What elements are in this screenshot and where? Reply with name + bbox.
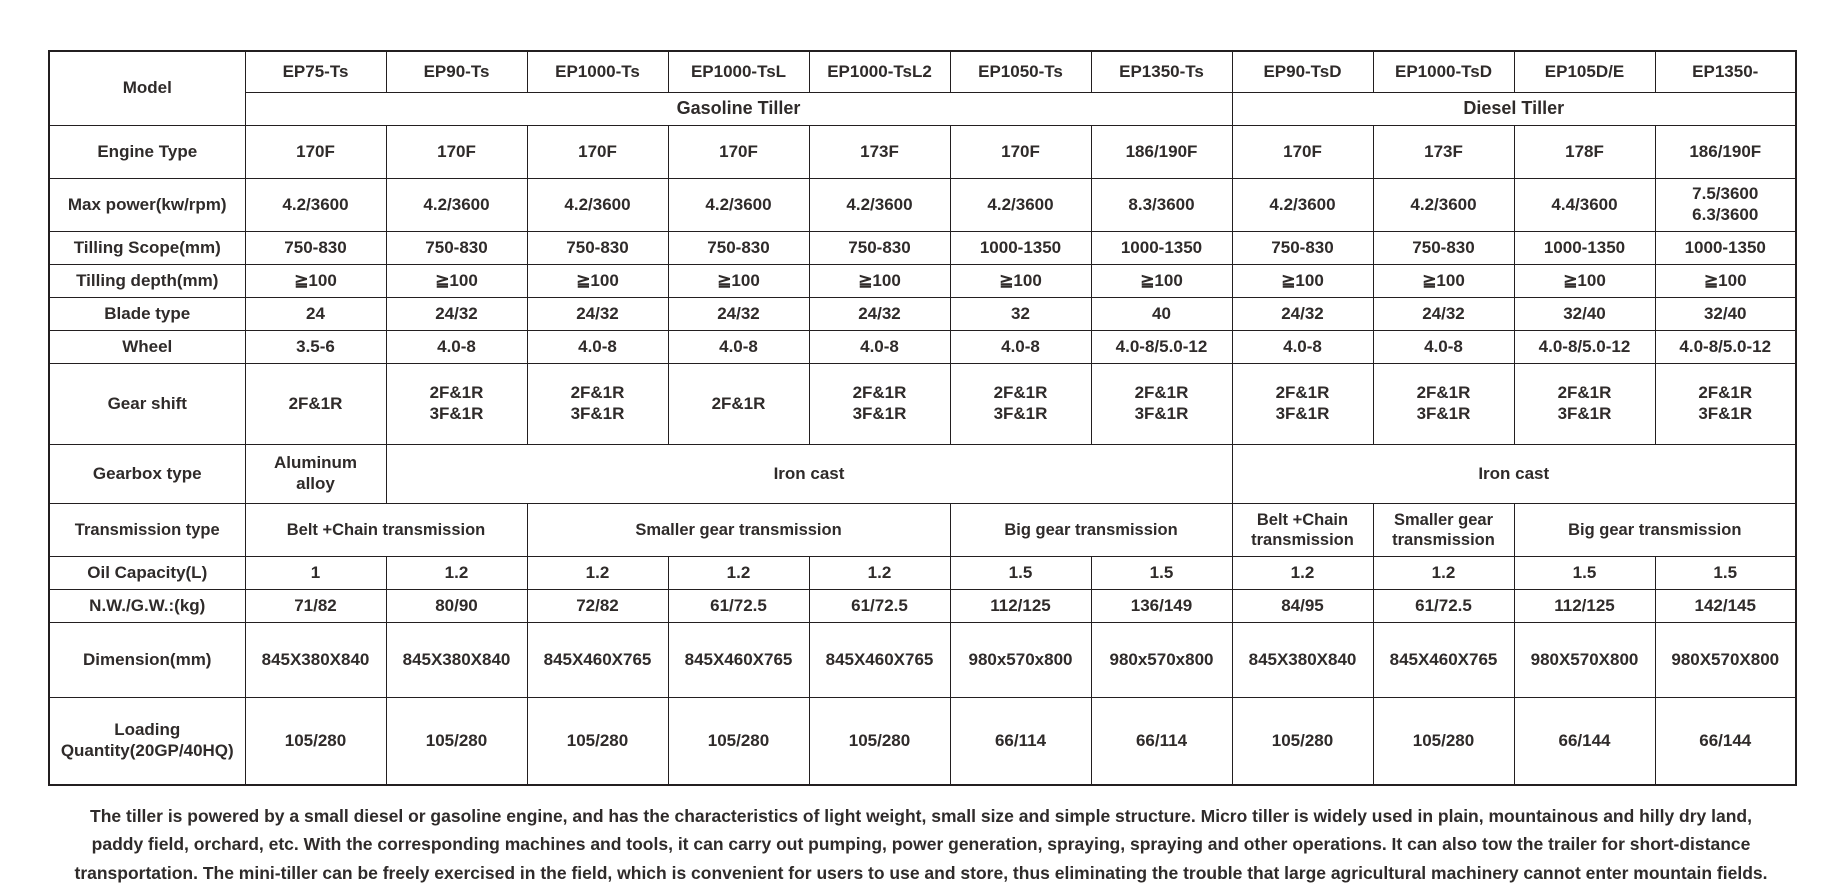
cell-loading-quantity-8: 105/280 bbox=[1373, 698, 1514, 786]
table-row-tilling-depth bbox=[49, 265, 1796, 298]
cell-gear-shift-2-line2: 3F&1R bbox=[570, 404, 625, 423]
cell-loading-quantity-4: 105/280 bbox=[809, 698, 950, 786]
cell-engine-type-1: 170F bbox=[386, 126, 527, 179]
cell-transmission-smaller-gear-diesel bbox=[1373, 504, 1514, 557]
column-header-4: EP1000-TsL2 bbox=[809, 51, 950, 93]
specification-table bbox=[48, 50, 1797, 786]
row-label-oil-capacity: Oil Capacity(L) bbox=[49, 557, 245, 590]
cell-gear-shift-8 bbox=[1373, 364, 1514, 445]
cell-dimension-4: 845X460X765 bbox=[809, 623, 950, 698]
cell-tilling-scope-10: 1000-1350 bbox=[1655, 232, 1796, 265]
cell-engine-type-7: 170F bbox=[1232, 126, 1373, 179]
column-header-10: EP1350- bbox=[1655, 51, 1796, 93]
cell-gear-shift-7-line1: 2F&1R bbox=[1275, 383, 1330, 403]
cell-transmission-big-gear-diesel: Big gear transmission bbox=[1514, 504, 1796, 557]
cell-tilling-depth-3: ≧100 bbox=[668, 265, 809, 298]
cell-blade-type-6: 40 bbox=[1091, 298, 1232, 331]
cell-gear-shift-0-line1: 2F&1R bbox=[288, 393, 343, 413]
row-label-transmission-type: Transmission type bbox=[49, 504, 245, 557]
cell-gear-shift-8-line1: 2F&1R bbox=[1416, 383, 1471, 403]
cell-gearbox-aluminum bbox=[245, 445, 386, 504]
cell-wheel-8: 4.0-8 bbox=[1373, 331, 1514, 364]
table-row-max-power bbox=[49, 179, 1796, 232]
cell-nw-gw-8: 61/72.5 bbox=[1373, 590, 1514, 623]
cell-tilling-depth-2: ≧100 bbox=[527, 265, 668, 298]
table-row-loading-quantity bbox=[49, 698, 1796, 786]
cell-max-power-6: 8.3/3600 bbox=[1091, 179, 1232, 232]
cell-engine-type-8: 173F bbox=[1373, 126, 1514, 179]
cell-max-power-9: 4.4/3600 bbox=[1514, 179, 1655, 232]
cell-dimension-1: 845X380X840 bbox=[386, 623, 527, 698]
cell-blade-type-8: 24/32 bbox=[1373, 298, 1514, 331]
cell-oil-capacity-3: 1.2 bbox=[668, 557, 809, 590]
cell-oil-capacity-8: 1.2 bbox=[1373, 557, 1514, 590]
cell-max-power-10 bbox=[1655, 179, 1796, 232]
cell-loading-quantity-3: 105/280 bbox=[668, 698, 809, 786]
cell-engine-type-4: 173F bbox=[809, 126, 950, 179]
cell-engine-type-6: 186/190F bbox=[1091, 126, 1232, 179]
cell-gear-shift-10-line2: 3F&1R bbox=[1698, 404, 1753, 423]
cell-oil-capacity-5: 1.5 bbox=[950, 557, 1091, 590]
row-label-loading-quantity: Loading Quantity(20GP/40HQ) bbox=[49, 698, 245, 786]
table-row-oil-capacity bbox=[49, 557, 1796, 590]
cell-gear-shift-1-line1: 2F&1R bbox=[429, 383, 484, 403]
cell-nw-gw-2: 72/82 bbox=[527, 590, 668, 623]
row-label-tilling-scope: Tilling Scope(mm) bbox=[49, 232, 245, 265]
column-header-9: EP105D/E bbox=[1514, 51, 1655, 93]
cell-gear-shift-3-line1: 2F&1R bbox=[711, 393, 766, 413]
cell-gearbox-iron-cast-diesel: Iron cast bbox=[1232, 445, 1796, 504]
cell-oil-capacity-6: 1.5 bbox=[1091, 557, 1232, 590]
cell-engine-type-3: 170F bbox=[668, 126, 809, 179]
column-header-8: EP1000-TsD bbox=[1373, 51, 1514, 93]
cell-engine-type-9: 178F bbox=[1514, 126, 1655, 179]
cell-blade-type-1: 24/32 bbox=[386, 298, 527, 331]
cell-transmission-belt-chain-diesel-line1: Belt +Chain bbox=[1256, 510, 1349, 529]
cell-nw-gw-7: 84/95 bbox=[1232, 590, 1373, 623]
cell-loading-quantity-5: 66/114 bbox=[950, 698, 1091, 786]
cell-gear-shift-0 bbox=[245, 364, 386, 445]
cell-oil-capacity-10: 1.5 bbox=[1655, 557, 1796, 590]
table-row-model bbox=[49, 51, 1796, 93]
column-header-0: EP75-Ts bbox=[245, 51, 386, 93]
cell-tilling-scope-0: 750-830 bbox=[245, 232, 386, 265]
cell-blade-type-7: 24/32 bbox=[1232, 298, 1373, 331]
row-label-model: Model bbox=[49, 51, 245, 126]
cell-max-power-8: 4.2/3600 bbox=[1373, 179, 1514, 232]
cell-wheel-0: 3.5-6 bbox=[245, 331, 386, 364]
cell-max-power-10-line2: 6.3/3600 bbox=[1692, 205, 1759, 224]
cell-tilling-depth-6: ≧100 bbox=[1091, 265, 1232, 298]
cell-gear-shift-6-line2: 3F&1R bbox=[1134, 404, 1189, 423]
cell-nw-gw-0: 71/82 bbox=[245, 590, 386, 623]
column-header-5: EP1050-Ts bbox=[950, 51, 1091, 93]
cell-max-power-2: 4.2/3600 bbox=[527, 179, 668, 232]
cell-wheel-5: 4.0-8 bbox=[950, 331, 1091, 364]
column-header-2: EP1000-Ts bbox=[527, 51, 668, 93]
cell-blade-type-4: 24/32 bbox=[809, 298, 950, 331]
table-row-nw-gw bbox=[49, 590, 1796, 623]
cell-dimension-8: 845X460X765 bbox=[1373, 623, 1514, 698]
cell-gear-shift-5-line1: 2F&1R bbox=[993, 383, 1048, 403]
cell-loading-quantity-1: 105/280 bbox=[386, 698, 527, 786]
cell-tilling-scope-5: 1000-1350 bbox=[950, 232, 1091, 265]
cell-dimension-5: 980x570x800 bbox=[950, 623, 1091, 698]
cell-max-power-4: 4.2/3600 bbox=[809, 179, 950, 232]
cell-oil-capacity-1: 1.2 bbox=[386, 557, 527, 590]
row-label-wheel: Wheel bbox=[49, 331, 245, 364]
cell-loading-quantity-10: 66/144 bbox=[1655, 698, 1796, 786]
cell-dimension-3: 845X460X765 bbox=[668, 623, 809, 698]
cell-nw-gw-4: 61/72.5 bbox=[809, 590, 950, 623]
cell-gearbox-aluminum-line2: alloy bbox=[296, 474, 335, 493]
table-row-engine-type bbox=[49, 126, 1796, 179]
cell-engine-type-5: 170F bbox=[950, 126, 1091, 179]
cell-loading-quantity-2: 105/280 bbox=[527, 698, 668, 786]
cell-transmission-belt-chain-diesel-line2: transmission bbox=[1251, 531, 1354, 549]
cell-blade-type-10: 32/40 bbox=[1655, 298, 1796, 331]
cell-dimension-9: 980X570X800 bbox=[1514, 623, 1655, 698]
cell-engine-type-0: 170F bbox=[245, 126, 386, 179]
cell-oil-capacity-9: 1.5 bbox=[1514, 557, 1655, 590]
table-row-fuel-group bbox=[49, 93, 1796, 126]
cell-wheel-2: 4.0-8 bbox=[527, 331, 668, 364]
cell-tilling-scope-3: 750-830 bbox=[668, 232, 809, 265]
cell-loading-quantity-7: 105/280 bbox=[1232, 698, 1373, 786]
row-label-blade-type: Blade type bbox=[49, 298, 245, 331]
row-label-tilling-depth: Tilling depth(mm) bbox=[49, 265, 245, 298]
table-row-transmission-type bbox=[49, 504, 1796, 557]
cell-tilling-depth-5: ≧100 bbox=[950, 265, 1091, 298]
cell-blade-type-2: 24/32 bbox=[527, 298, 668, 331]
cell-transmission-smaller-gear-gasoline: Smaller gear transmission bbox=[527, 504, 950, 557]
cell-tilling-scope-1: 750-830 bbox=[386, 232, 527, 265]
table-row-wheel bbox=[49, 331, 1796, 364]
cell-wheel-9: 4.0-8/5.0-12 bbox=[1514, 331, 1655, 364]
cell-dimension-6: 980x570x800 bbox=[1091, 623, 1232, 698]
cell-transmission-belt-chain-gasoline: Belt +Chain transmission bbox=[245, 504, 527, 557]
cell-nw-gw-5: 112/125 bbox=[950, 590, 1091, 623]
table-row-dimension bbox=[49, 623, 1796, 698]
cell-gear-shift-6 bbox=[1091, 364, 1232, 445]
cell-wheel-1: 4.0-8 bbox=[386, 331, 527, 364]
cell-gear-shift-5-line2: 3F&1R bbox=[993, 404, 1048, 423]
cell-gear-shift-8-line2: 3F&1R bbox=[1416, 404, 1471, 423]
cell-gear-shift-3 bbox=[668, 364, 809, 445]
cell-loading-quantity-9: 66/144 bbox=[1514, 698, 1655, 786]
row-label-max-power: Max power(kw/rpm) bbox=[49, 179, 245, 232]
cell-gear-shift-1 bbox=[386, 364, 527, 445]
cell-tilling-scope-6: 1000-1350 bbox=[1091, 232, 1232, 265]
cell-tilling-depth-0: ≧100 bbox=[245, 265, 386, 298]
cell-tilling-depth-9: ≧100 bbox=[1514, 265, 1655, 298]
cell-wheel-6: 4.0-8/5.0-12 bbox=[1091, 331, 1232, 364]
cell-tilling-scope-8: 750-830 bbox=[1373, 232, 1514, 265]
cell-max-power-1: 4.2/3600 bbox=[386, 179, 527, 232]
row-label-gearbox-type: Gearbox type bbox=[49, 445, 245, 504]
cell-dimension-7: 845X380X840 bbox=[1232, 623, 1373, 698]
cell-gear-shift-10 bbox=[1655, 364, 1796, 445]
cell-oil-capacity-7: 1.2 bbox=[1232, 557, 1373, 590]
cell-gear-shift-9 bbox=[1514, 364, 1655, 445]
cell-blade-type-9: 32/40 bbox=[1514, 298, 1655, 331]
cell-gearbox-iron-cast-gasoline: Iron cast bbox=[386, 445, 1232, 504]
cell-gear-shift-10-line1: 2F&1R bbox=[1698, 383, 1753, 403]
cell-engine-type-10: 186/190F bbox=[1655, 126, 1796, 179]
cell-gear-shift-4-line1: 2F&1R bbox=[852, 383, 907, 403]
cell-max-power-5: 4.2/3600 bbox=[950, 179, 1091, 232]
group-header-diesel: Diesel Tiller bbox=[1232, 93, 1796, 126]
cell-oil-capacity-0: 1 bbox=[245, 557, 386, 590]
cell-tilling-depth-8: ≧100 bbox=[1373, 265, 1514, 298]
cell-oil-capacity-2: 1.2 bbox=[527, 557, 668, 590]
cell-gear-shift-2 bbox=[527, 364, 668, 445]
cell-transmission-big-gear-gasoline: Big gear transmission bbox=[950, 504, 1232, 557]
row-label-nw-gw: N.W./G.W.:(kg) bbox=[49, 590, 245, 623]
table-row-gear-shift bbox=[49, 364, 1796, 445]
table-row-gearbox-type bbox=[49, 445, 1796, 504]
cell-tilling-depth-10: ≧100 bbox=[1655, 265, 1796, 298]
cell-transmission-smaller-gear-diesel-line2: transmission bbox=[1392, 531, 1495, 549]
table-row-tilling-scope bbox=[49, 232, 1796, 265]
cell-gear-shift-5 bbox=[950, 364, 1091, 445]
column-header-6: EP1350-Ts bbox=[1091, 51, 1232, 93]
cell-tilling-scope-9: 1000-1350 bbox=[1514, 232, 1655, 265]
cell-dimension-2: 845X460X765 bbox=[527, 623, 668, 698]
cell-tilling-depth-1: ≧100 bbox=[386, 265, 527, 298]
cell-max-power-0: 4.2/3600 bbox=[245, 179, 386, 232]
cell-blade-type-0: 24 bbox=[245, 298, 386, 331]
row-label-dimension: Dimension(mm) bbox=[49, 623, 245, 698]
cell-wheel-10: 4.0-8/5.0-12 bbox=[1655, 331, 1796, 364]
column-header-1: EP90-Ts bbox=[386, 51, 527, 93]
cell-nw-gw-1: 80/90 bbox=[386, 590, 527, 623]
cell-wheel-3: 4.0-8 bbox=[668, 331, 809, 364]
cell-engine-type-2: 170F bbox=[527, 126, 668, 179]
cell-tilling-depth-7: ≧100 bbox=[1232, 265, 1373, 298]
cell-loading-quantity-0: 105/280 bbox=[245, 698, 386, 786]
group-header-gasoline: Gasoline Tiller bbox=[245, 93, 1232, 126]
cell-max-power-10-line1: 7.5/3600 bbox=[1692, 184, 1759, 204]
cell-tilling-scope-2: 750-830 bbox=[527, 232, 668, 265]
cell-max-power-3: 4.2/3600 bbox=[668, 179, 809, 232]
cell-gear-shift-4-line2: 3F&1R bbox=[852, 404, 907, 423]
cell-loading-quantity-6: 66/114 bbox=[1091, 698, 1232, 786]
cell-gear-shift-4 bbox=[809, 364, 950, 445]
cell-transmission-smaller-gear-diesel-line1: Smaller gear bbox=[1393, 510, 1494, 529]
cell-nw-gw-3: 61/72.5 bbox=[668, 590, 809, 623]
cell-tilling-scope-4: 750-830 bbox=[809, 232, 950, 265]
cell-gear-shift-1-line2: 3F&1R bbox=[429, 404, 484, 423]
column-header-7: EP90-TsD bbox=[1232, 51, 1373, 93]
cell-gear-shift-7-line2: 3F&1R bbox=[1275, 404, 1330, 423]
row-label-engine-type: Engine Type bbox=[49, 126, 245, 179]
column-header-3: EP1000-TsL bbox=[668, 51, 809, 93]
cell-blade-type-5: 32 bbox=[950, 298, 1091, 331]
cell-nw-gw-10: 142/145 bbox=[1655, 590, 1796, 623]
cell-oil-capacity-4: 1.2 bbox=[809, 557, 950, 590]
cell-max-power-7: 4.2/3600 bbox=[1232, 179, 1373, 232]
cell-gear-shift-2-line1: 2F&1R bbox=[570, 383, 625, 403]
cell-nw-gw-6: 136/149 bbox=[1091, 590, 1232, 623]
cell-wheel-7: 4.0-8 bbox=[1232, 331, 1373, 364]
cell-gear-shift-9-line1: 2F&1R bbox=[1557, 383, 1612, 403]
cell-tilling-scope-7: 750-830 bbox=[1232, 232, 1373, 265]
cell-tilling-depth-4: ≧100 bbox=[809, 265, 950, 298]
cell-dimension-10: 980X570X800 bbox=[1655, 623, 1796, 698]
cell-nw-gw-9: 112/125 bbox=[1514, 590, 1655, 623]
table-row-blade-type bbox=[49, 298, 1796, 331]
cell-wheel-4: 4.0-8 bbox=[809, 331, 950, 364]
row-label-gear-shift: Gear shift bbox=[49, 364, 245, 445]
cell-transmission-belt-chain-diesel bbox=[1232, 504, 1373, 557]
cell-gearbox-aluminum-line1: Aluminum bbox=[273, 453, 358, 473]
cell-gear-shift-7 bbox=[1232, 364, 1373, 445]
cell-blade-type-3: 24/32 bbox=[668, 298, 809, 331]
product-description: The tiller is powered by a small diesel or gasoline engine, and has the characteristics of light weight, small size and simple structure. Micro tiller is widely used in plain, mountainous and hilly dry land, paddy field, orchard, etc. With the corresponding machines and tools, it can carry out pumping, power generation, spraying, spraying and other operations. It can also tow the trailer for short-distance transportation. The mini-tiller can be freely exercised in the field, which is convenient for users to use and store, thus eliminating the trouble that large agricultural machinery cannot enter mountain fields. bbox=[74, 806, 1768, 883]
cell-dimension-0: 845X380X840 bbox=[245, 623, 386, 698]
cell-gear-shift-6-line1: 2F&1R bbox=[1134, 383, 1189, 403]
cell-gear-shift-9-line2: 3F&1R bbox=[1557, 404, 1612, 423]
